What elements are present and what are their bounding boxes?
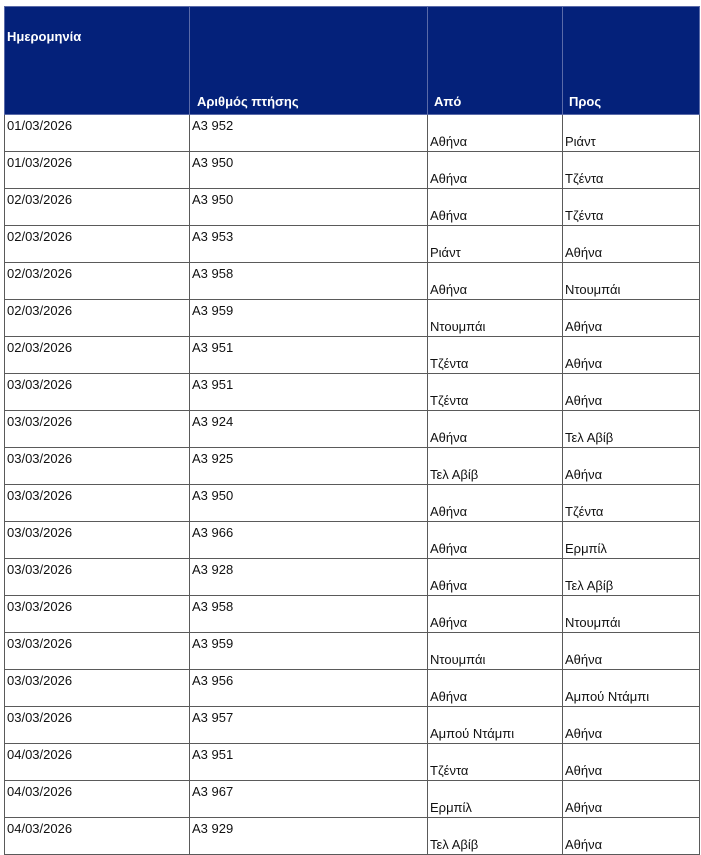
- cell-date: 03/03/2026: [5, 485, 190, 522]
- cell-to: Αθήνα: [563, 744, 700, 781]
- cell-date: 02/03/2026: [5, 263, 190, 300]
- cell-from: Αθήνα: [428, 522, 563, 559]
- header-date: Ημερομηνία: [5, 7, 190, 115]
- table-row: [5, 596, 700, 633]
- cell-to: Αθήνα: [563, 337, 700, 374]
- cell-to: Ντουμπάι: [563, 596, 700, 633]
- table-row: [5, 115, 700, 152]
- table-row: [5, 633, 700, 670]
- cell-to: Αθήνα: [563, 633, 700, 670]
- cell-to: Ριάντ: [563, 115, 700, 152]
- cell-flight-number: A3 951: [190, 337, 428, 374]
- cell-flight-number: A3 950: [190, 485, 428, 522]
- cell-to: Τελ Αβίβ: [563, 559, 700, 596]
- cell-from: Αθήνα: [428, 596, 563, 633]
- cell-flight-number: A3 950: [190, 152, 428, 189]
- table-row: [5, 707, 700, 744]
- cell-to: Ντουμπάι: [563, 263, 700, 300]
- cell-from: Τελ Αβίβ: [428, 818, 563, 855]
- table-row: [5, 152, 700, 189]
- table-row: [5, 485, 700, 522]
- cell-flight-number: A3 950: [190, 189, 428, 226]
- cell-to: Τζέντα: [563, 152, 700, 189]
- cell-date: 03/03/2026: [5, 707, 190, 744]
- cell-flight-number: A3 956: [190, 670, 428, 707]
- cell-to: Αθήνα: [563, 707, 700, 744]
- cell-to: Αθήνα: [563, 448, 700, 485]
- cell-flight-number: A3 951: [190, 374, 428, 411]
- cell-to: Τζέντα: [563, 485, 700, 522]
- cell-date: 03/03/2026: [5, 559, 190, 596]
- cell-from: Αθήνα: [428, 115, 563, 152]
- cell-from: Τελ Αβίβ: [428, 448, 563, 485]
- cell-date: 03/03/2026: [5, 448, 190, 485]
- header-from: Από: [428, 7, 563, 115]
- cell-to: Αθήνα: [563, 818, 700, 855]
- cell-flight-number: A3 957: [190, 707, 428, 744]
- cell-date: 04/03/2026: [5, 744, 190, 781]
- cell-date: 02/03/2026: [5, 226, 190, 263]
- cell-flight-number: A3 951: [190, 744, 428, 781]
- table-header: [5, 7, 700, 115]
- cell-flight-number: A3 966: [190, 522, 428, 559]
- table-frame: [4, 6, 699, 852]
- cell-from: Τζέντα: [428, 374, 563, 411]
- cell-from: Αθήνα: [428, 485, 563, 522]
- cell-from: Τζέντα: [428, 337, 563, 374]
- cell-flight-number: A3 929: [190, 818, 428, 855]
- cell-date: 01/03/2026: [5, 152, 190, 189]
- cell-date: 02/03/2026: [5, 189, 190, 226]
- cell-date: 03/03/2026: [5, 670, 190, 707]
- cell-to: Αθήνα: [563, 374, 700, 411]
- cell-from: Αθήνα: [428, 559, 563, 596]
- cell-date: 03/03/2026: [5, 633, 190, 670]
- cell-flight-number: A3 952: [190, 115, 428, 152]
- cell-to: Αμπού Ντάμπι: [563, 670, 700, 707]
- table-row: [5, 226, 700, 263]
- cell-from: Ερμπίλ: [428, 781, 563, 818]
- cell-from: Αθήνα: [428, 152, 563, 189]
- cell-flight-number: A3 958: [190, 263, 428, 300]
- cell-from: Ριάντ: [428, 226, 563, 263]
- cell-flight-number: A3 953: [190, 226, 428, 263]
- cell-date: 01/03/2026: [5, 115, 190, 152]
- cell-flight-number: A3 924: [190, 411, 428, 448]
- cell-flight-number: A3 958: [190, 596, 428, 633]
- table-row: [5, 670, 700, 707]
- table-row: [5, 781, 700, 818]
- table-row: [5, 263, 700, 300]
- table-row: [5, 744, 700, 781]
- cell-to: Αθήνα: [563, 226, 700, 263]
- header-flight-number: Αριθμός πτήσης: [190, 7, 428, 115]
- cell-to: Ερμπίλ: [563, 522, 700, 559]
- table-row: [5, 448, 700, 485]
- cell-from: Αθήνα: [428, 670, 563, 707]
- cell-date: 02/03/2026: [5, 337, 190, 374]
- cell-from: Αθήνα: [428, 411, 563, 448]
- table-row: [5, 559, 700, 596]
- cell-flight-number: A3 925: [190, 448, 428, 485]
- cell-to: Αθήνα: [563, 300, 700, 337]
- cell-to: Τζέντα: [563, 189, 700, 226]
- header-to: Προς: [563, 7, 700, 115]
- table-row: [5, 374, 700, 411]
- cell-date: 02/03/2026: [5, 300, 190, 337]
- cell-to: Αθήνα: [563, 781, 700, 818]
- cell-date: 04/03/2026: [5, 818, 190, 855]
- cell-from: Αθήνα: [428, 263, 563, 300]
- table-row: [5, 818, 700, 855]
- table-body: [5, 115, 700, 855]
- table-row: [5, 300, 700, 337]
- table-row: [5, 411, 700, 448]
- cell-flight-number: A3 959: [190, 300, 428, 337]
- cell-from: Ντουμπάι: [428, 300, 563, 337]
- cell-flight-number: A3 959: [190, 633, 428, 670]
- cell-from: Ντουμπάι: [428, 633, 563, 670]
- cell-from: Αθήνα: [428, 189, 563, 226]
- cell-flight-number: A3 928: [190, 559, 428, 596]
- cell-from: Τζέντα: [428, 744, 563, 781]
- table-row: [5, 522, 700, 559]
- table-row: [5, 337, 700, 374]
- flights-table: [4, 6, 700, 855]
- cell-to: Τελ Αβίβ: [563, 411, 700, 448]
- cell-date: 03/03/2026: [5, 596, 190, 633]
- table-row: [5, 189, 700, 226]
- cell-date: 03/03/2026: [5, 522, 190, 559]
- cell-date: 04/03/2026: [5, 781, 190, 818]
- cell-from: Αμπού Ντάμπι: [428, 707, 563, 744]
- cell-date: 03/03/2026: [5, 411, 190, 448]
- cell-date: 03/03/2026: [5, 374, 190, 411]
- cell-flight-number: A3 967: [190, 781, 428, 818]
- header-row: [5, 7, 700, 115]
